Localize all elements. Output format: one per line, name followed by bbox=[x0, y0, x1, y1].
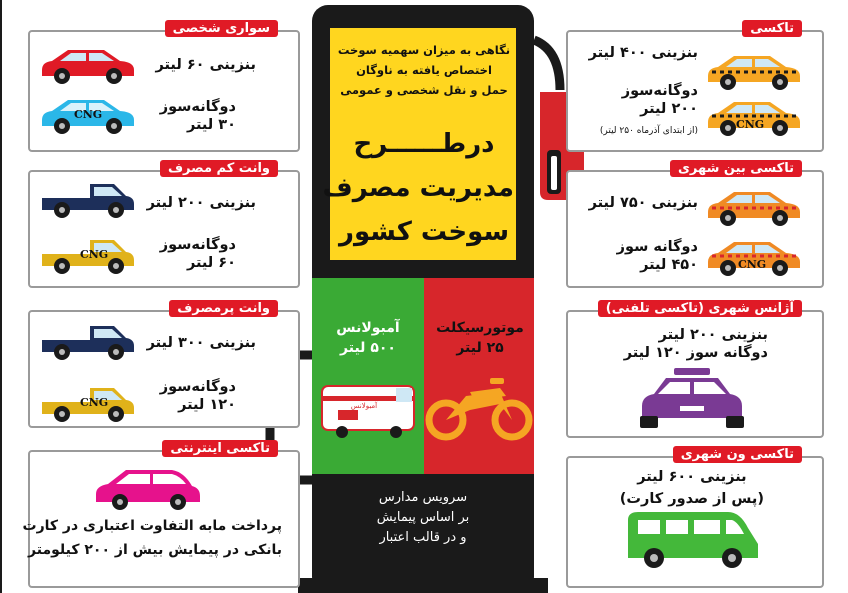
navy-pickup-icon bbox=[38, 318, 138, 362]
panel-label: تاکسی بین شهری bbox=[670, 160, 802, 177]
school-service-text: سرویس مدارس بر اساس پیمایش و در قالب اعتبار bbox=[376, 490, 470, 545]
red-sedan-icon bbox=[38, 44, 138, 86]
taxi-dual: دوگانه‌سوز ۲۰۰ لیتر bbox=[621, 83, 698, 117]
center-intro: نگاهی به میزان سهمیه سوخت اختصاص یافته به ناوگان حمل و نقل شخصی و عمومی bbox=[337, 43, 511, 97]
cng-badge: CNG bbox=[80, 248, 109, 261]
taxi-note: (از ابتدای آذرماه ۲۵۰ لیتر) bbox=[599, 126, 698, 136]
panel-label: تاکسی ون شهری bbox=[673, 446, 802, 463]
cng-badge: CNG bbox=[80, 396, 109, 409]
pickup-high-dual: دوگانه‌سوز ۱۲۰ لیتر bbox=[159, 379, 236, 413]
agency-text: بنزینی ۲۰۰ لیتر دوگانه سوز ۱۲۰ لیتر bbox=[623, 327, 768, 361]
navy-pickup-icon bbox=[38, 176, 138, 220]
private-petrol: بنزینی ۶۰ لیتر bbox=[155, 57, 256, 73]
orange-taxi-icon bbox=[704, 186, 804, 228]
yellow-taxi-icon bbox=[704, 50, 804, 92]
pickup-low-dual: دوگانه‌سوز ۶۰ لیتر bbox=[159, 237, 236, 271]
cng-badge: CNG bbox=[74, 108, 103, 121]
panel-label: تاکسی bbox=[742, 20, 802, 37]
pump-hose-right bbox=[534, 40, 560, 90]
intercity-dual: دوگانه سوز ۴۵۰ لیتر bbox=[616, 239, 698, 273]
motorcycle-section bbox=[424, 278, 534, 474]
cng-badge: CNG bbox=[736, 118, 765, 131]
panel-label: وانت پرمصرف bbox=[169, 300, 278, 317]
pink-hatchback-icon bbox=[92, 464, 204, 512]
center-title: درطــــــرح مدیریت مصرف سوخت کشور bbox=[322, 129, 514, 247]
orange-cng-taxi-icon bbox=[704, 236, 804, 278]
taxi-petrol: بنزینی ۴۰۰ لیتر bbox=[588, 45, 698, 61]
panel-label: سواری شخصی bbox=[165, 20, 278, 37]
van-text: بنزینی ۶۰۰ لیتر (پس از صدور کارت) bbox=[619, 469, 764, 507]
panel-label: آژانس شهری (تاکسی تلفنی) bbox=[598, 300, 802, 317]
pickup-low-petrol: بنزینی ۲۰۰ لیتر bbox=[146, 195, 256, 211]
motorcycle-quota: موتورسیکلت ۲۵ لیتر bbox=[436, 320, 524, 356]
pump-base bbox=[298, 578, 548, 593]
ambulance-section bbox=[312, 278, 424, 474]
ambulance-icon bbox=[322, 386, 414, 438]
panel-label: تاکسی اینترنتی bbox=[162, 440, 278, 457]
internet-taxi-text: پرداخت مابه التفاوت اعتباری در کارت بانکی در پیمایش بیش از ۲۰۰ کیلومتر bbox=[22, 518, 282, 558]
pickup-high-petrol: بنزینی ۳۰۰ لیتر bbox=[146, 335, 256, 351]
ambulance-side-label: آمبولانس bbox=[350, 402, 378, 410]
cng-badge: CNG bbox=[738, 258, 767, 271]
green-van-icon bbox=[624, 506, 764, 572]
intercity-petrol: بنزینی ۷۵۰ لیتر bbox=[588, 195, 698, 211]
yellow-cng-taxi-icon bbox=[704, 96, 804, 138]
purple-taxi-icon bbox=[636, 366, 748, 430]
panel-label: وانت کم مصرف bbox=[160, 160, 278, 177]
ambulance-quota: آمبولانس ۵۰۰ لیتر bbox=[336, 320, 400, 356]
page-left-border bbox=[0, 0, 2, 593]
private-dual: دوگانه‌سوز ۳۰ لیتر bbox=[159, 99, 236, 133]
